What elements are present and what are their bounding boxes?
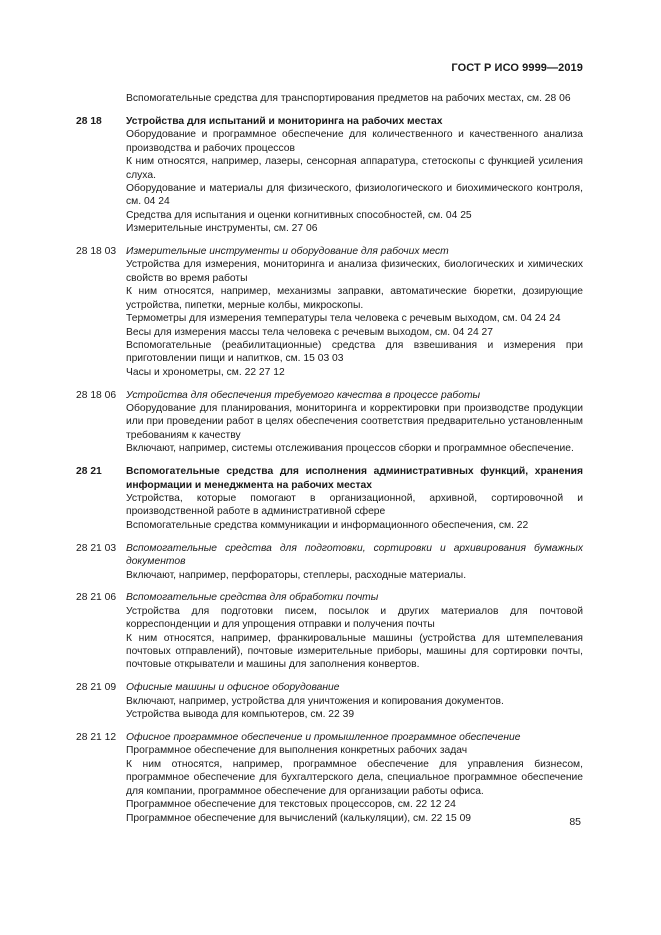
entry-text: Часы и хронометры, см. 22 27 12	[126, 366, 285, 378]
document-header: ГОСТ Р ИСО 9999—2019	[451, 62, 583, 74]
document-body	[76, 92, 583, 825]
entry-text: Оборудование и программное обеспечение для количественного и качественного анализа производства и рабочих процессов	[126, 129, 583, 154]
entry-text: Устройства для подготовки писем, посылок и других материалов для почтовой корреспонденции и для упрощения отправки и получения почты	[126, 605, 583, 631]
entry-text: Вспомогательные средства коммуникации и информационного обеспечения, см. 22	[126, 519, 529, 531]
classification-entry	[76, 465, 583, 532]
entry-title: Вспомогательные средства для обработки почты	[126, 592, 379, 604]
entry-title: Устройства для обеспечения требуемого качества в процессе работы	[126, 389, 481, 401]
entry-code	[76, 92, 126, 105]
entry-text: Средства для испытания и оценки когнитивных способностей, см. 04 25	[126, 209, 472, 221]
entry-title: Офисное программное обеспечение и промышленное программное обеспечение	[126, 732, 521, 744]
entry-text: Вспомогательные (реабилитационные) средства для взвешивания и измерения при приготовлении пищи и напитков, см. 15 03 03	[126, 339, 583, 365]
entry-text: К ним относятся, например, франкировальные машины (устройства для штемпелевания почтовых отправлений), почтовые измерительные приборы, машины для сортировки почты, почтовые открыватели и машины для заполнения конвертов.	[126, 632, 583, 671]
entry-text: Программное обеспечение для выполнения конкретных рабочих задач	[126, 745, 468, 757]
entry-title: Вспомогательные средства для исполнения административных функций, хранения информации и менеджмента на рабочих местах	[126, 466, 583, 491]
classification-entry	[76, 542, 583, 582]
entry-text: Устройства вывода для компьютеров, см. 22 39	[126, 709, 355, 721]
entry-text: Измерительные инструменты, см. 27 06	[126, 223, 318, 235]
page-number: 85	[569, 816, 581, 828]
classification-entry	[76, 731, 583, 825]
entry-text: Устройства, которые помогают в организационной, архивной, сортировочной и производственной работе в административной сфере	[126, 492, 583, 518]
entry-code: 28 18	[76, 115, 102, 127]
entry-title: Вспомогательные средства для подготовки, сортировки и архивирования бумажных документов	[126, 542, 583, 568]
entry-text: Программное обеспечение для вычислений (калькуляции), см. 22 15 09	[126, 812, 472, 824]
classification-entry	[76, 245, 583, 379]
entry-code: 28 21 06	[76, 592, 117, 604]
entry-text: К ним относятся, например, лазеры, сенсорная аппаратура, стетоскопы с функцией усиления слуха.	[126, 156, 583, 181]
entry-code: 28 21 09	[76, 682, 117, 694]
entry-text: Весы для измерения массы тела человека с речевым выходом, см. 04 24 27	[126, 326, 494, 338]
entry-text: Вспомогательные средства для транспортирования предметов на рабочих местах, см. 28 06	[126, 93, 571, 104]
entry-text: Устройства для измерения, мониторинга и анализа физических, биологических и химических свойств во время работы	[126, 259, 583, 284]
entry-title: Устройства для испытаний и мониторинга на рабочих местах	[126, 115, 443, 127]
entry-text: Включают, например, устройства для уничтожения и копирования документов.	[126, 695, 504, 707]
classification-entry	[76, 389, 583, 456]
entry-title: Офисные машины и офисное оборудование	[126, 682, 340, 694]
entry-text: Включают, например, системы отслеживания процессов сборки и программное обеспечение.	[126, 443, 574, 455]
entry-text: К ним относятся, например, программное обеспечение для управления бизнесом, программное обеспечение для бухгалтерского дела, специальное программное обеспечение для компании, программное обеспечение для организации работы офиса.	[126, 758, 583, 797]
entry-code: 28 21 12	[76, 732, 117, 744]
entry-code: 28 21	[76, 466, 102, 478]
entry-title: Измерительные инструменты и оборудование для рабочих мест	[126, 246, 449, 258]
classification-entry	[76, 115, 583, 236]
entry-code: 28 21 03	[76, 542, 117, 554]
entry-text: К ним относятся, например, механизмы заправки, автоматические бюретки, дозирующие устройства, пипетки, мерные колбы, микроскопы.	[126, 286, 583, 311]
entry-text: Программное обеспечение для текстовых процессоров, см. 22 12 24	[126, 799, 456, 811]
classification-entry	[76, 681, 583, 721]
entry-text: Включают, например, перфораторы, степлеры, расходные материалы.	[126, 569, 467, 581]
entry-code: 28 18 06	[76, 389, 117, 401]
entry-code: 28 18 03	[76, 246, 117, 258]
classification-entry	[76, 92, 583, 105]
entry-text: Оборудование для планирования, мониторинга и корректировки при производстве продукции или при проведении работ в целях обеспечения соответствия предварительно установленным требованиям к качеству	[126, 403, 583, 441]
entry-text: Термометры для измерения температуры тела человека с речевым выходом, см. 04 24 24	[126, 313, 561, 325]
classification-entry	[76, 591, 583, 671]
entry-text: Оборудование и материалы для физического, физиологического и биохимического контроля, см. 04 24	[126, 182, 583, 208]
